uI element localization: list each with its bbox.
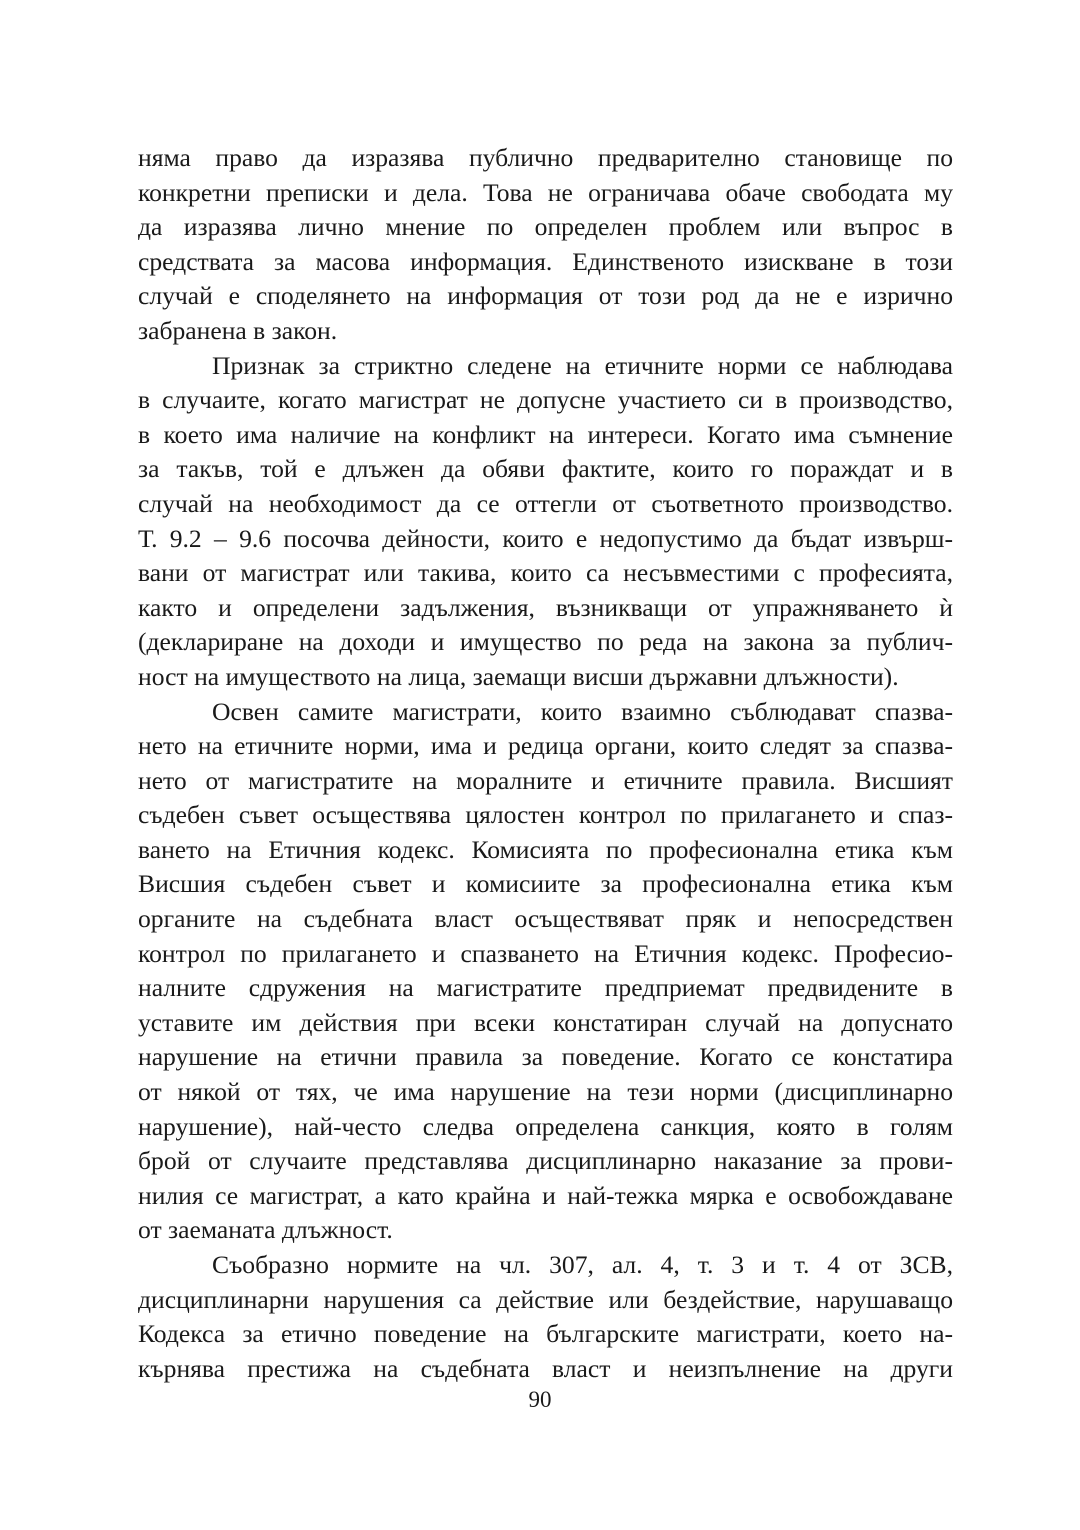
text-line: нарушение), най-често следва определена санкция, която в голям xyxy=(138,1111,953,1141)
paragraph xyxy=(138,1248,953,1386)
text-line: за такъв, той е длъжен да обяви фактите, които го пораждат и в xyxy=(138,454,953,484)
text-line: налните сдружения на магистратите предприемат предвидените в xyxy=(138,973,953,1003)
body-text xyxy=(138,141,953,1386)
text-line: от някой от тях, че има нарушение на тези норми (дисциплинарно xyxy=(138,1077,953,1107)
text-line: ването на Етичния кодекс. Комисията по професионална етика към xyxy=(138,834,953,864)
text-line: нето от магистратите на моралните и етичните правила. Висшият xyxy=(138,765,953,795)
text-line: нето на етичните норми, има и редица органи, които следят за спазва- xyxy=(138,731,953,761)
page-number: 90 xyxy=(528,1387,552,1412)
text-line: да изразява лично мнение по определен проблем или въпрос в xyxy=(138,212,953,242)
text-line: случай на необходимост да се оттегли от съответното производство. xyxy=(138,488,953,518)
text-line: вани от магистрат или такива, които са несъвместими с професията, xyxy=(138,558,953,588)
text-line: Т. 9.2 – 9.6 посочва дейности, които е недопустимо да бъдат извърш- xyxy=(138,523,953,553)
paragraph xyxy=(138,141,953,349)
text-line: уставите им действия при всеки констатиран случай на допуснато xyxy=(138,1007,953,1037)
text-line: Съобразно нормите на чл. 307, ал. 4, т. 3 и т. 4 от ЗСВ, xyxy=(212,1250,953,1279)
text-line: (деклариране на доходи и имущество по реда на закона за публич- xyxy=(138,627,953,657)
text-line: в което има наличие на конфликт на интереси. Когато има съмнение xyxy=(138,419,953,449)
paragraph xyxy=(138,349,953,695)
text-line: ност на имуществото на лица, заемащи висши държавни длъжности). xyxy=(138,661,899,691)
text-line: кърнява престижа на съдебната власт и неизпълнение на други xyxy=(138,1353,953,1383)
text-line: брой от случаите представлява дисциплинарно наказание за прови- xyxy=(138,1146,953,1176)
text-line: от заеманата длъжност. xyxy=(138,1215,393,1245)
text-line: конкретни преписки и дела. Това не ограничава обаче свободата му xyxy=(138,177,953,207)
text-line: случай е споделянето на информация от този род да не е изрично xyxy=(138,281,953,311)
text-line: забранена в закон. xyxy=(138,315,338,345)
text-line: средствата за масова информация. Единственото изискване в този xyxy=(138,246,953,276)
text-line: органите на съдебната власт осъществяват пряк и непосредствен xyxy=(138,904,953,934)
text-line: нилия се магистрат, а като крайна и най-тежка мярка е освобождаване xyxy=(138,1180,953,1210)
text-line: контрол по прилагането и спазването на Етичния кодекс. Професио- xyxy=(138,938,953,968)
text-line: съдебен съвет осъществява цялостен контрол по прилагането и спаз- xyxy=(138,800,953,830)
paragraph xyxy=(138,695,953,1249)
text-line: дисциплинарни нарушения са действие или бездействие, нарушаващо xyxy=(138,1284,953,1314)
text-line: Освен самите магистрати, които взаимно съблюдават спазва- xyxy=(212,696,953,726)
text-line: Висшия съдебен съвет и комисиите за професионална етика към xyxy=(138,869,953,899)
text-line: нарушение на етични правила за поведение. Когато се констатира xyxy=(138,1042,953,1072)
text-line: в случаите, когато магистрат не допусне участието си в производство, xyxy=(138,385,953,415)
text-line: както и определени задължения, възникващи от упражняването ѝ xyxy=(138,592,953,622)
text-line: Признак за стриктно следене на етичните норми се наблюдава xyxy=(212,350,953,380)
text-line: Кодекса за етично поведение на българските магистрати, което на- xyxy=(138,1319,953,1349)
text-line: няма право да изразява публично предварително становище по xyxy=(138,143,953,172)
